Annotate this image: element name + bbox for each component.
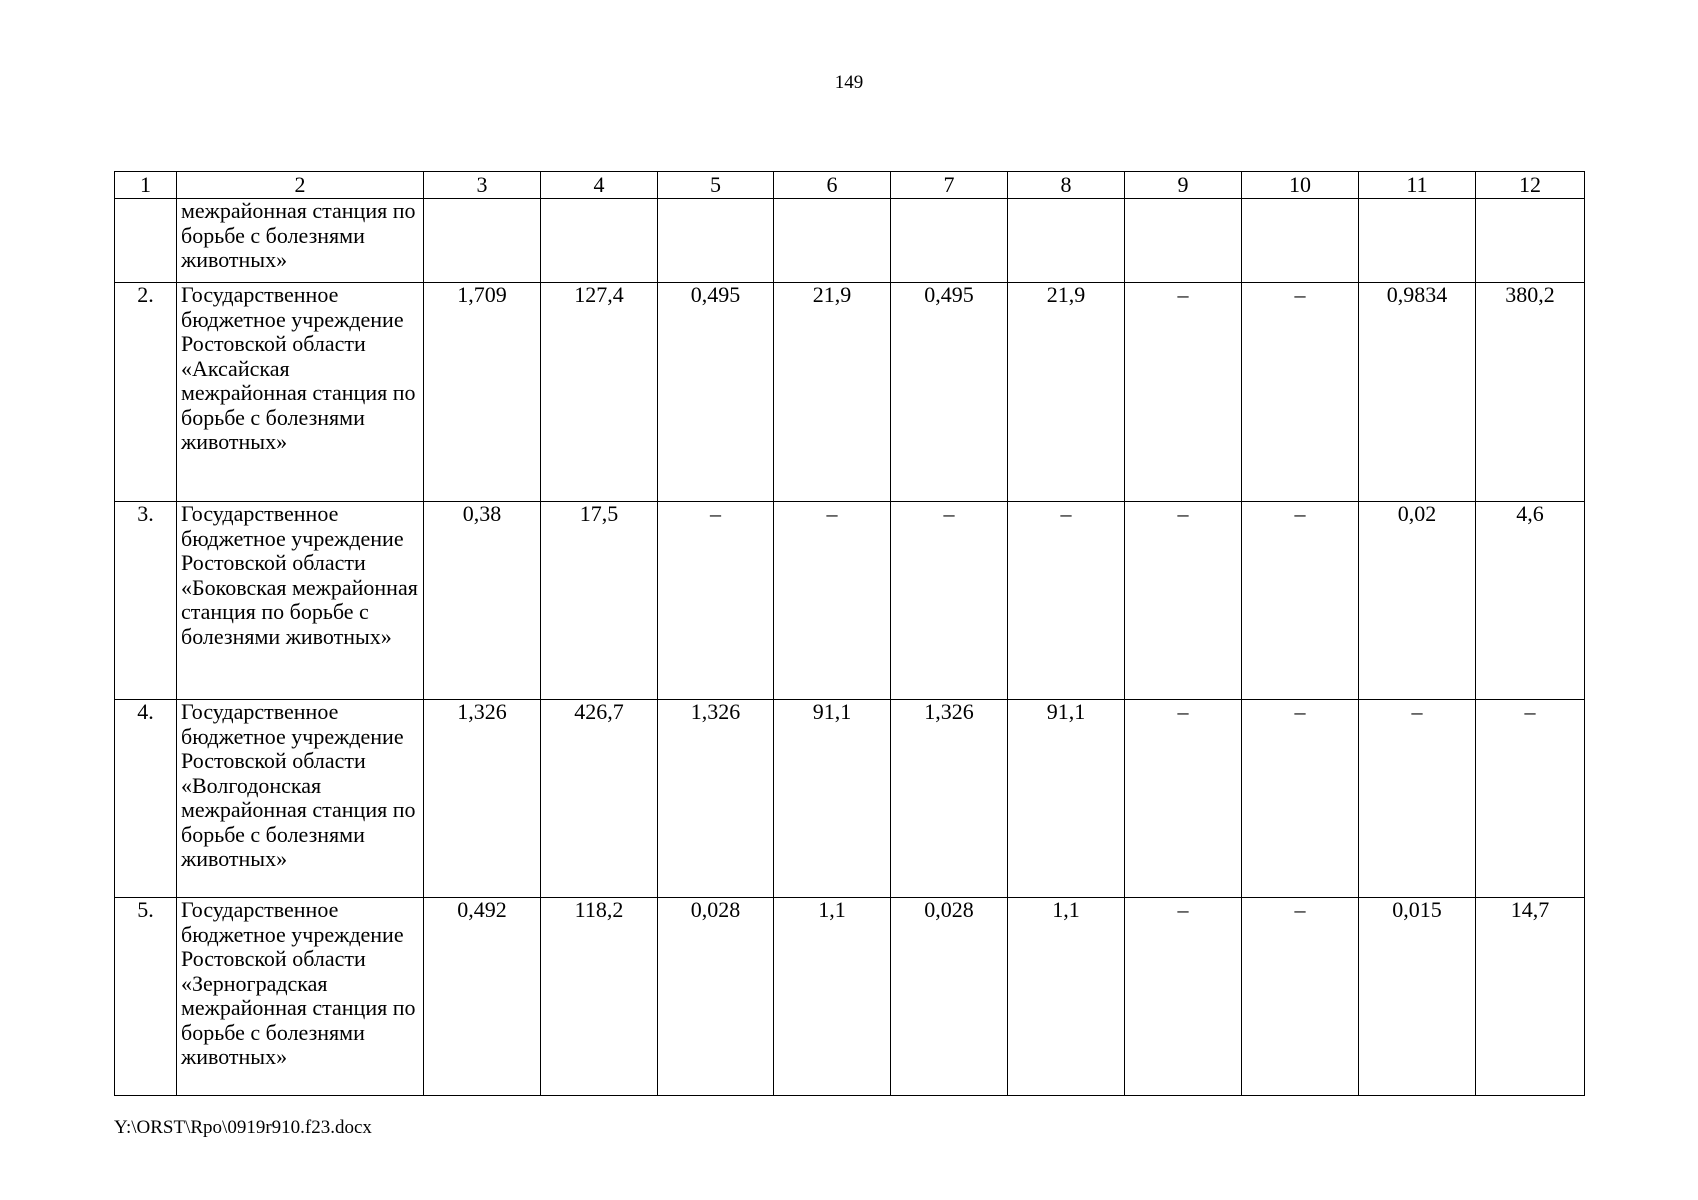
value-cell: 21,9 — [1008, 283, 1125, 502]
institution-name: Государственное бюджетное учреждение Ростовской области «Волгодонская межрайонная станция по борьбе с болезнями животных» — [177, 700, 424, 898]
value-cell — [774, 199, 891, 283]
value-cell: – — [1476, 700, 1585, 898]
value-cell: 0,492 — [424, 898, 541, 1096]
value-cell: – — [1242, 283, 1359, 502]
page-number: 149 — [834, 72, 864, 93]
value-cell: 380,2 — [1476, 283, 1585, 502]
value-cell — [1125, 199, 1242, 283]
value-cell: 1,709 — [424, 283, 541, 502]
value-cell: 1,326 — [891, 700, 1008, 898]
value-cell: 0,02 — [1359, 502, 1476, 700]
table-header-row — [115, 172, 1585, 199]
value-cell: – — [1242, 898, 1359, 1096]
value-cell — [541, 199, 658, 283]
value-cell: – — [1359, 700, 1476, 898]
value-cell: 4,6 — [1476, 502, 1585, 700]
header-cell: 6 — [774, 172, 891, 199]
row-index — [115, 199, 177, 283]
header-cell: 10 — [1242, 172, 1359, 199]
header-cell: 11 — [1359, 172, 1476, 199]
value-cell — [658, 199, 774, 283]
header-cell: 1 — [115, 172, 177, 199]
value-cell: 426,7 — [541, 700, 658, 898]
value-cell: 1,326 — [658, 700, 774, 898]
value-cell: 118,2 — [541, 898, 658, 1096]
value-cell: 1,1 — [774, 898, 891, 1096]
value-cell: 14,7 — [1476, 898, 1585, 1096]
footer-file-path: Y:\ORST\Rpo\0919r910.f23.docx — [114, 1117, 372, 1138]
header-cell: 4 — [541, 172, 658, 199]
value-cell: 0,028 — [658, 898, 774, 1096]
header-cell: 5 — [658, 172, 774, 199]
table-row — [115, 283, 1585, 502]
value-cell: – — [1125, 898, 1242, 1096]
table-row — [115, 898, 1585, 1096]
value-cell — [424, 199, 541, 283]
row-index: 5. — [115, 898, 177, 1096]
value-cell: 21,9 — [774, 283, 891, 502]
value-cell: – — [774, 502, 891, 700]
value-cell: 91,1 — [1008, 700, 1125, 898]
value-cell: – — [1008, 502, 1125, 700]
value-cell: – — [1125, 700, 1242, 898]
table-row — [115, 199, 1585, 283]
value-cell: 0,9834 — [1359, 283, 1476, 502]
institution-name: Государственное бюджетное учреждение Ростовской области «Аксайская межрайонная станция по борьбе с болезнями животных» — [177, 283, 424, 502]
header-cell: 7 — [891, 172, 1008, 199]
institution-name: Государственное бюджетное учреждение Ростовской области «Боковская межрайонная станция по борьбе с болезнями животных» — [177, 502, 424, 700]
value-cell: 0,495 — [658, 283, 774, 502]
value-cell: 17,5 — [541, 502, 658, 700]
value-cell — [1008, 199, 1125, 283]
value-cell: 0,028 — [891, 898, 1008, 1096]
value-cell: 0,015 — [1359, 898, 1476, 1096]
value-cell — [1359, 199, 1476, 283]
value-cell: – — [658, 502, 774, 700]
header-cell: 3 — [424, 172, 541, 199]
header-cell: 8 — [1008, 172, 1125, 199]
header-cell: 9 — [1125, 172, 1242, 199]
value-cell: 1,326 — [424, 700, 541, 898]
header-cell: 12 — [1476, 172, 1585, 199]
value-cell: – — [1242, 502, 1359, 700]
header-cell: 2 — [177, 172, 424, 199]
value-cell — [891, 199, 1008, 283]
table-row — [115, 502, 1585, 700]
row-index: 3. — [115, 502, 177, 700]
data-table — [114, 171, 1585, 1096]
value-cell: – — [891, 502, 1008, 700]
institution-name: межрайонная станция по борьбе с болезнями животных» — [177, 199, 424, 283]
value-cell: 1,1 — [1008, 898, 1125, 1096]
value-cell: 127,4 — [541, 283, 658, 502]
value-cell — [1242, 199, 1359, 283]
row-index: 2. — [115, 283, 177, 502]
table-row — [115, 700, 1585, 898]
value-cell: 91,1 — [774, 700, 891, 898]
value-cell: 0,495 — [891, 283, 1008, 502]
value-cell: – — [1125, 502, 1242, 700]
value-cell: – — [1242, 700, 1359, 898]
value-cell: – — [1125, 283, 1242, 502]
value-cell — [1476, 199, 1585, 283]
institution-name: Государственное бюджетное учреждение Ростовской области «Зерноградская межрайонная станция по борьбе с болезнями животных» — [177, 898, 424, 1096]
value-cell: 0,38 — [424, 502, 541, 700]
row-index: 4. — [115, 700, 177, 898]
